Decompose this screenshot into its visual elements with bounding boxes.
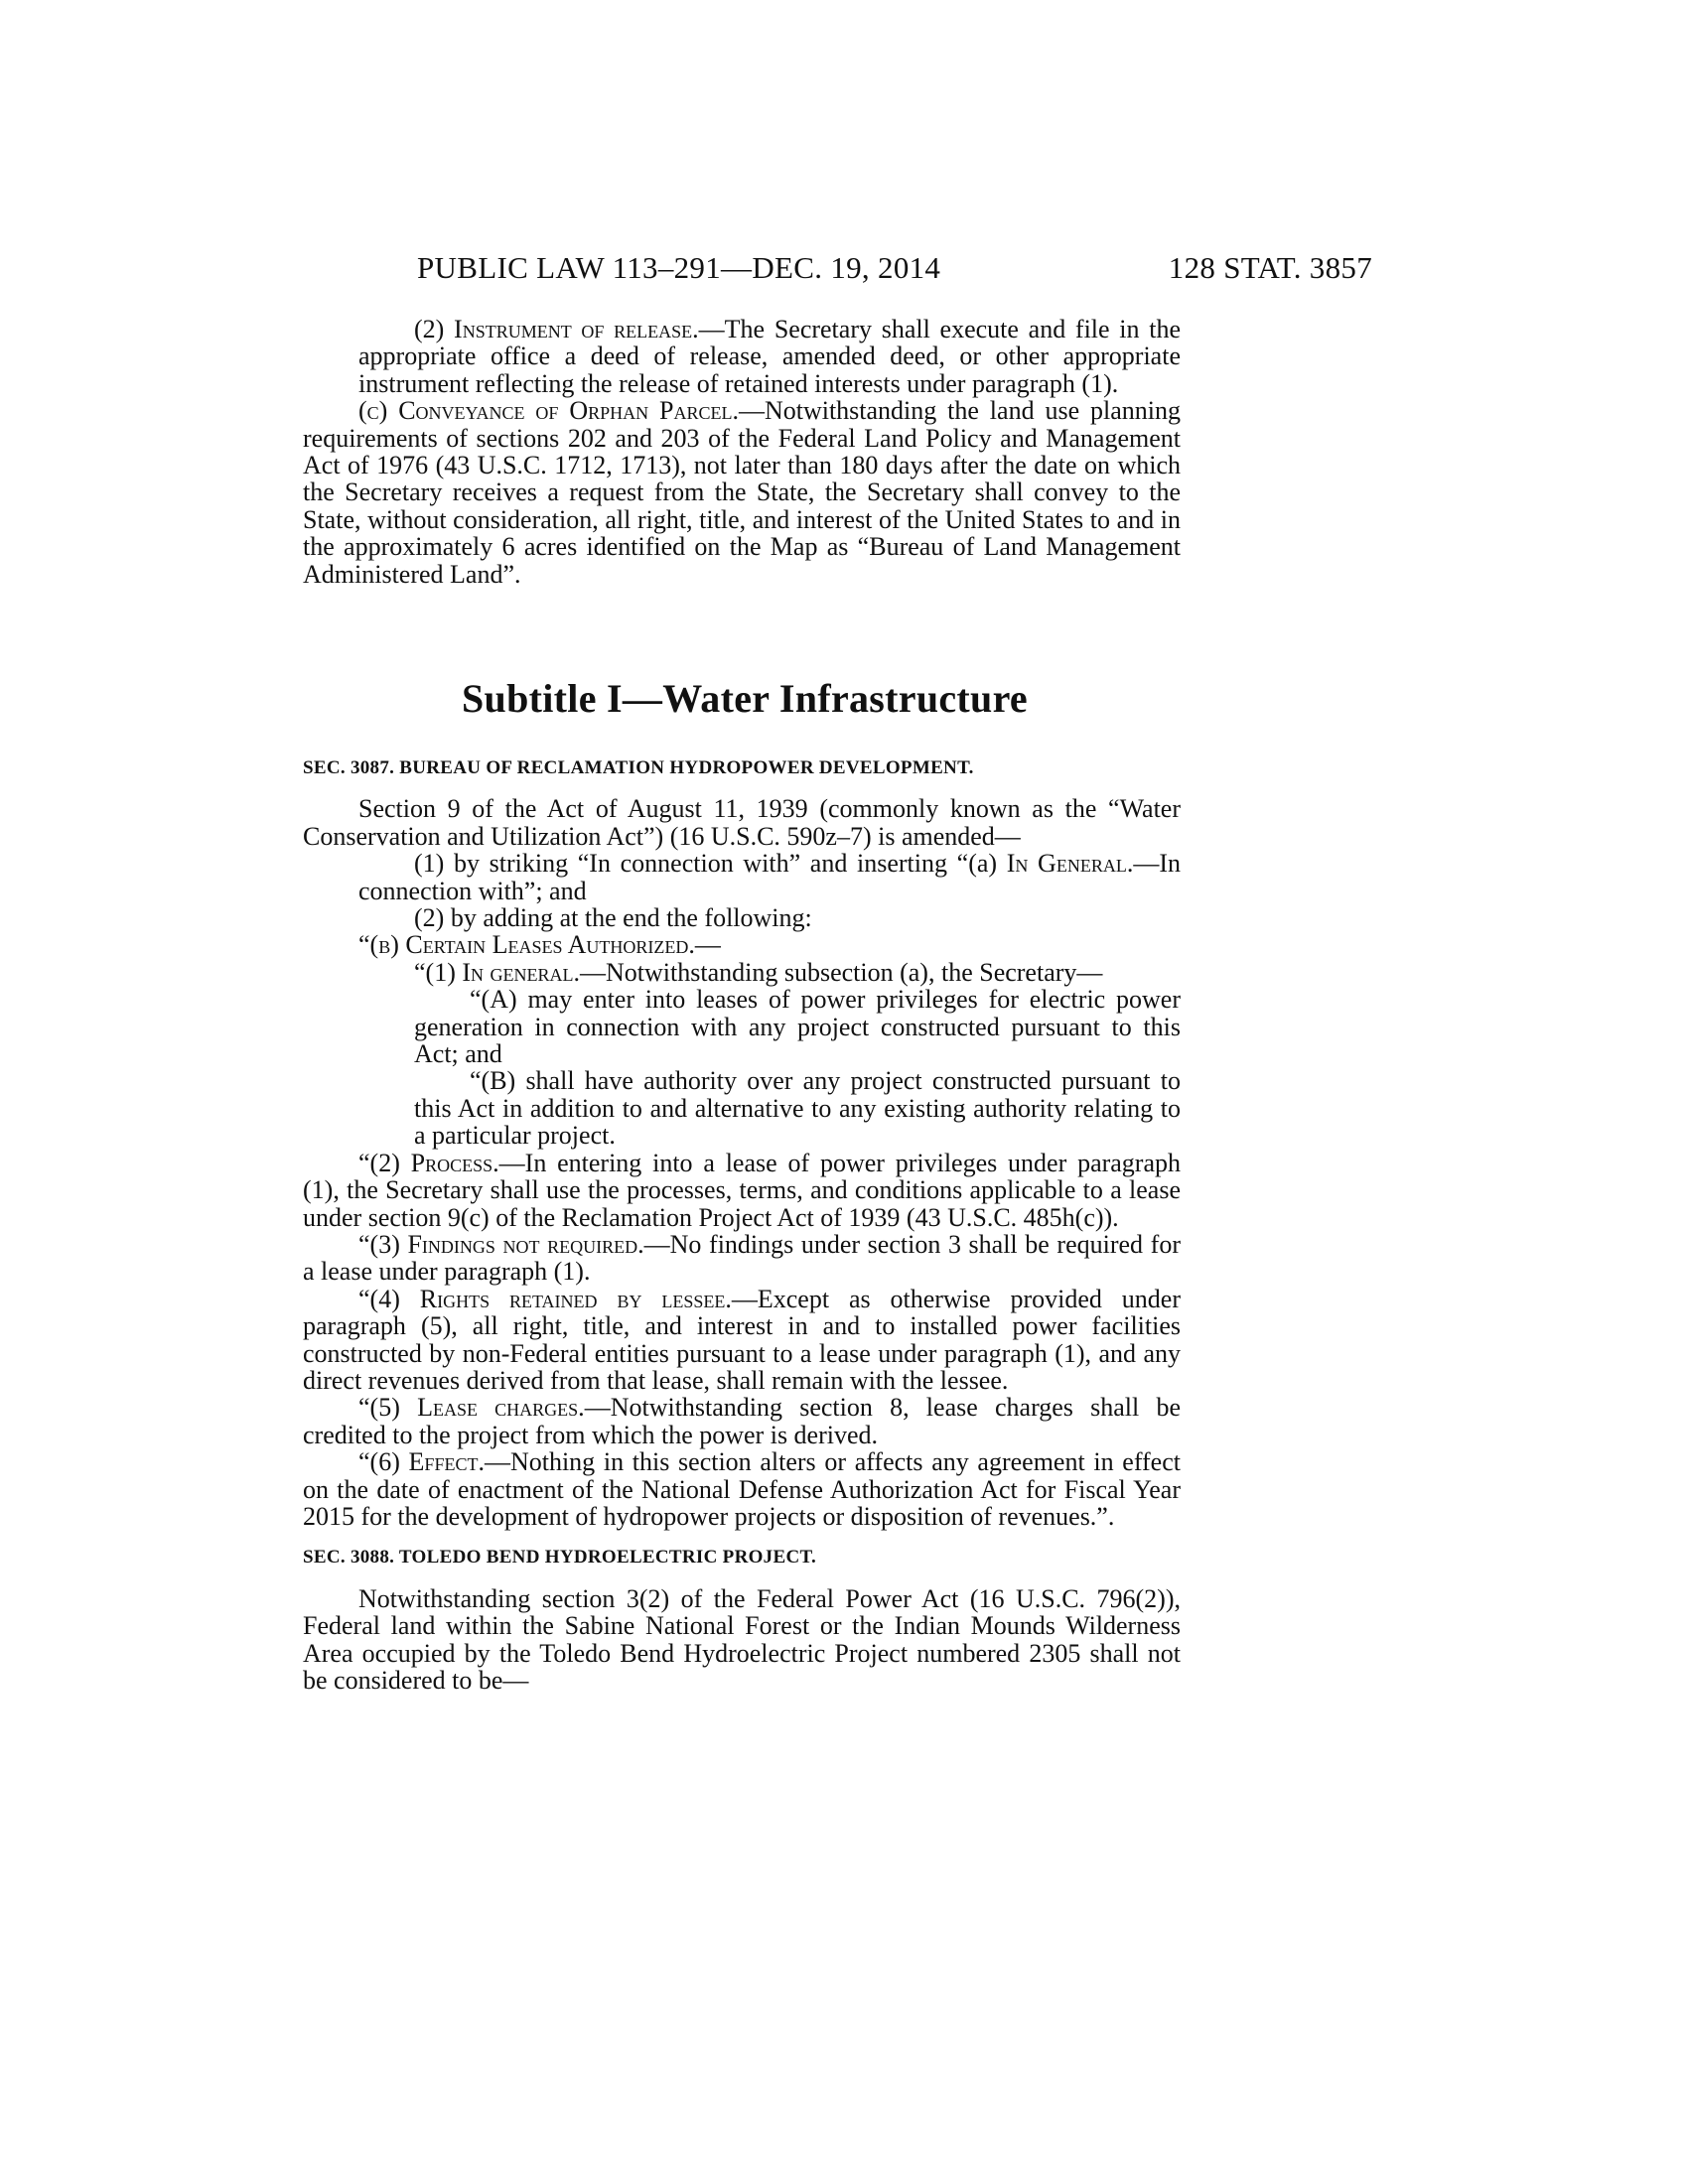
- body: —Notwithstanding the land use planning requirements of sections 202 and 203 of the Federal Land Policy and Management Act of 1976 (43 U.S.C. 1712, 1713), not later than 180 days after the date on which the Secretary receives a request from the State, the Secretary shall convey to the State, without consideration, all right, title, and interest of the United States to and in the approximately 6 acres identified on the Map as “Bureau of Land Management Administered Land”.: [303, 396, 1181, 589]
- stat-page-number: 128 STAT. 3857: [1168, 250, 1372, 285]
- section-3088-text: Notwithstanding section 3(2) of the Federal Power Act (16 U.S.C. 796(2)), Federal land within the Sabine National Forest or the Indian Mounds Wilderness Area occupied by the Toledo Bend Hydroelectric Project numbered 2305 shall not be considered to be—: [303, 1583, 1181, 1695]
- subparagraph-A: “(A) may enter into leases of power privileges for electric power generation in connection with any project constructed pursuant to this Act; and: [414, 985, 1181, 1069]
- section-3087: [303, 754, 1181, 1694]
- subtitle-heading: Subtitle I—Water Infrastructure: [461, 676, 1028, 721]
- paragraph-b2: [303, 1150, 1181, 1231]
- label: “(5) Lease charges.: [358, 1393, 585, 1423]
- label: “(4) Rights retained by lessee.: [358, 1284, 732, 1313]
- section-heading-3088: SEC. 3088. TOLEDO BEND HYDROELECTRIC PROJECT.: [303, 1547, 817, 1569]
- body: —Notwithstanding subsection (a), the Secretary—: [580, 957, 1103, 987]
- amendment-item-2: (2) by adding at the end the following:: [414, 903, 812, 933]
- label: “(2) Process.: [358, 1148, 499, 1177]
- text: (1) by striking “In connection with” and inserting “(a): [414, 849, 1007, 879]
- body: —The Secretary shall execute and file in the appropriate office a deed of release, amended deed, or other appropriate instrument reflecting the release of retained interests under paragraph (1).: [358, 315, 1182, 398]
- section-intro: Section 9 of the Act of August 11, 1939 (commonly known as the “Water Conservation and Utilization Act”) (16 U.S.C. 590z–7) is amended—: [303, 794, 1181, 851]
- paragraph-b5: [303, 1394, 1181, 1448]
- paragraph-b3: [303, 1231, 1181, 1286]
- paragraph-instrument-of-release: [303, 316, 1181, 397]
- body: —Nothing in this section alters or affects any agreement in effect on the date of enactment of the National Defense Authorization Act for Fiscal Year 2015 for the development of hydropower projects or disposition of revenues.”.: [303, 1447, 1181, 1531]
- paragraph-b1: [303, 959, 1181, 986]
- text: —: [694, 930, 721, 960]
- paragraph-b4: [303, 1286, 1181, 1395]
- top-section: [303, 316, 1181, 588]
- amendment-item-1: [303, 850, 1181, 904]
- subparagraph-B: “(B) shall have authority over any project constructed pursuant to this Act in addition to and alternative to any existing authority relating to a particular project.: [414, 1066, 1181, 1151]
- label: (c) Conveyance of Orphan Parcel.: [358, 396, 739, 426]
- body: —Notwithstanding section 8, lease charges shall be credited to the project from which the power is derived.: [303, 1393, 1181, 1449]
- law-title: PUBLIC LAW 113–291—DEC. 19, 2014: [417, 250, 941, 285]
- section-heading: SEC. 3087. BUREAU OF RECLAMATION HYDROPOWER DEVELOPMENT.: [303, 757, 974, 778]
- text: —In connection with”; and: [358, 849, 1181, 905]
- label: “(3) Findings not required.: [358, 1229, 644, 1259]
- label: “(b) Certain Leases Authorized.: [358, 930, 695, 960]
- running-header: [0, 250, 1688, 290]
- body: —No findings under section 3 shall be required for a lease under paragraph (1).: [303, 1229, 1181, 1287]
- label: (2) Instrument of release.: [414, 315, 699, 343]
- subsection-b-heading: [303, 931, 1181, 958]
- body: —In entering into a lease of power privileges under paragraph (1), the Secretary shall use the processes, terms, and conditions applicable to a lease under section 9(c) of the Reclamation Project Act of 1939 (43 U.S.C. 485h(c)).: [303, 1148, 1182, 1232]
- body: —Except as otherwise provided under paragraph (5), all right, title, and interest in and to installed power facilities constructed by non-Federal entities pursuant to a lease under paragraph (1), and any direct revenues derived from that lease, shall remain with the lessee.: [303, 1284, 1182, 1395]
- label: “(1) In general.: [414, 957, 581, 987]
- paragraph-b6: [303, 1448, 1181, 1530]
- label: “(6) Effect.: [358, 1447, 485, 1477]
- label: In General.: [1006, 849, 1134, 879]
- paragraph-conveyance-orphan-parcel: [303, 397, 1181, 588]
